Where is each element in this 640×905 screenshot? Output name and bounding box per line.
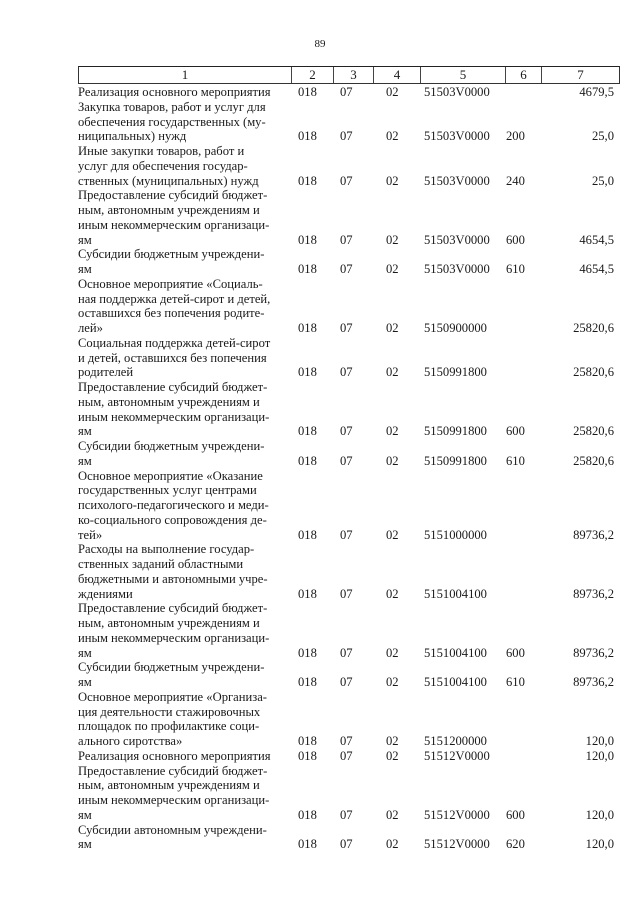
amount: 89736,2	[573, 645, 614, 660]
row-name-line: ям	[78, 837, 92, 852]
amount: 4654,5	[579, 262, 614, 276]
row-name-line: площадок по профилактике соци-	[78, 719, 260, 734]
ved-code: 018	[298, 424, 317, 439]
table-row	[78, 660, 618, 690]
row-name-line: ным, автономным учреждениям и	[78, 616, 260, 630]
ved-code: 018	[298, 807, 317, 822]
expense-type-code: 200	[506, 129, 525, 144]
ved-code: 018	[298, 321, 317, 335]
row-name-line: ям	[78, 424, 92, 439]
table-row	[78, 823, 618, 853]
table-row	[78, 336, 618, 380]
ved-code: 018	[298, 837, 317, 852]
section-code: 07	[340, 173, 353, 188]
ved-code: 018	[298, 748, 317, 763]
header-col-5: 5	[421, 67, 506, 83]
ved-code: 018	[298, 734, 317, 748]
target-article-code: 51503V0000	[424, 262, 490, 276]
expense-type-code: 610	[506, 262, 525, 276]
table-row	[78, 749, 618, 764]
row-name-line: ям	[78, 675, 92, 689]
row-name-line: Субсидии бюджетным учреждени-	[78, 247, 265, 262]
table-row	[78, 764, 618, 823]
subsection-code: 02	[386, 262, 399, 276]
amount: 89736,2	[573, 586, 614, 601]
row-name-line: и детей, оставшихся без попечения	[78, 350, 267, 365]
target-article-code: 5151000000	[424, 527, 487, 542]
target-article-code: 51512V0000	[424, 807, 490, 822]
ved-code: 018	[298, 173, 317, 188]
row-name-line: государственных услуг центрами	[78, 483, 257, 498]
section-code: 07	[340, 232, 353, 247]
amount: 120,0	[585, 748, 614, 763]
subsection-code: 02	[386, 453, 399, 468]
row-name-line: ственных заданий областными	[78, 557, 244, 571]
subsection-code: 02	[386, 807, 399, 822]
expense-type-code: 610	[506, 453, 525, 468]
subsection-code: 02	[386, 645, 399, 660]
row-name-line: иным некоммерческим организаци-	[78, 217, 270, 232]
table-row	[78, 439, 618, 469]
row-name-line: ям	[78, 262, 92, 276]
amount: 89736,2	[573, 527, 614, 542]
row-name-line: Расходы на выполнение государ-	[78, 542, 255, 557]
subsection-code: 02	[386, 748, 399, 763]
target-article-code: 51512V0000	[424, 748, 490, 763]
section-code: 07	[340, 365, 353, 380]
target-article-code: 51503V0000	[424, 85, 490, 99]
row-name-line: Основное мероприятие «Социаль-	[78, 276, 263, 291]
row-name	[78, 247, 284, 277]
amount: 4679,5	[579, 85, 614, 99]
row-name-line: ным, автономным учреждениям и	[78, 203, 260, 217]
subsection-code: 02	[386, 365, 399, 380]
subsection-code: 02	[386, 734, 399, 748]
target-article-code: 5151200000	[424, 734, 487, 748]
row-name-line: ко-социального сопровождения де-	[78, 512, 267, 527]
row-name-line: ниципальных) нужд	[78, 129, 187, 144]
header-col-1: 1	[79, 67, 292, 83]
header-col-6: 6	[506, 67, 542, 83]
table-row	[78, 277, 618, 336]
amount: 4654,5	[579, 232, 614, 247]
row-name	[78, 380, 284, 439]
amount: 120,0	[585, 807, 614, 822]
row-name-line: ция деятельности стажировочных	[78, 704, 261, 719]
row-name-line: Субсидии бюджетным учреждени-	[78, 660, 265, 675]
row-name-line: Основное мероприятие «Организа-	[78, 689, 267, 704]
row-name-line: Реализация основного мероприятия	[78, 748, 271, 763]
row-name	[78, 277, 284, 336]
row-name-line: родителей	[78, 365, 134, 380]
row-name-line: бюджетными и автономными учре-	[78, 571, 268, 586]
target-article-code: 5150991800	[424, 453, 487, 468]
target-article-code: 5151004100	[424, 645, 487, 660]
expense-type-code: 600	[506, 232, 525, 247]
subsection-code: 02	[386, 675, 399, 689]
section-code: 07	[340, 129, 353, 144]
table-header-row	[78, 66, 620, 84]
subsection-code: 02	[386, 173, 399, 188]
table-row	[78, 542, 618, 601]
row-name-line: ям	[78, 807, 92, 822]
row-name-line: Закупка товаров, работ и услуг для	[78, 99, 266, 114]
row-name-line: Предоставление субсидий бюджет-	[78, 380, 268, 394]
subsection-code: 02	[386, 85, 399, 99]
row-name-line: Иные закупки товаров, работ и	[78, 144, 245, 158]
ved-code: 018	[298, 232, 317, 247]
row-name	[78, 749, 284, 764]
ved-code: 018	[298, 262, 317, 276]
section-code: 07	[340, 262, 353, 276]
header-col-2: 2	[292, 67, 334, 83]
row-name	[78, 601, 284, 660]
amount: 89736,2	[573, 675, 614, 689]
expense-type-code: 240	[506, 173, 525, 188]
section-code: 07	[340, 424, 353, 439]
section-code: 07	[340, 586, 353, 601]
table-row	[78, 469, 618, 543]
header-col-4: 4	[374, 67, 421, 83]
target-article-code: 5151004100	[424, 586, 487, 601]
row-name-line: Реализация основного мероприятия	[78, 85, 271, 99]
row-name-line: Предоставление субсидий бюджет-	[78, 188, 268, 203]
row-name-line: психолого-педагогического и меди-	[78, 498, 269, 512]
table-row	[78, 100, 618, 144]
subsection-code: 02	[386, 424, 399, 439]
target-article-code: 51503V0000	[424, 129, 490, 144]
section-code: 07	[340, 527, 353, 542]
row-name	[78, 439, 284, 469]
amount: 25,0	[591, 173, 614, 188]
row-name-line: ального сиротства»	[78, 734, 183, 748]
row-name-line: ям	[78, 453, 92, 468]
amount: 120,0	[585, 734, 614, 748]
ved-code: 018	[298, 586, 317, 601]
ved-code: 018	[298, 675, 317, 689]
row-name-line: оставшихся без попечения родите-	[78, 306, 265, 321]
amount: 25820,6	[573, 321, 614, 335]
subsection-code: 02	[386, 527, 399, 542]
section-code: 07	[340, 675, 353, 689]
subsection-code: 02	[386, 232, 399, 247]
row-name	[78, 188, 284, 247]
section-code: 07	[340, 837, 353, 852]
target-article-code: 5150991800	[424, 365, 487, 380]
section-code: 07	[340, 453, 353, 468]
row-name-line: Социальная поддержка детей-сирот	[78, 335, 271, 350]
expense-type-code: 600	[506, 424, 525, 439]
row-name-line: обеспечения государственных (му-	[78, 114, 266, 129]
target-article-code: 5150900000	[424, 321, 487, 335]
expense-type-code: 620	[506, 837, 525, 852]
row-name-line: лей»	[78, 321, 103, 335]
table-row	[78, 247, 618, 277]
page-number: 89	[314, 38, 326, 50]
ved-code: 018	[298, 85, 317, 99]
row-name-line: Предоставление субсидий бюджет-	[78, 763, 268, 778]
row-name	[78, 764, 284, 823]
subsection-code: 02	[386, 837, 399, 852]
row-name-line: Предоставление субсидий бюджет-	[78, 601, 268, 616]
amount: 120,0	[585, 837, 614, 852]
expense-type-code: 610	[506, 675, 525, 689]
table-row	[78, 188, 618, 247]
amount: 25820,6	[573, 365, 614, 380]
ved-code: 018	[298, 129, 317, 144]
section-code: 07	[340, 734, 353, 748]
row-name	[78, 85, 284, 100]
row-name-line: Основное мероприятие «Оказание	[78, 468, 263, 483]
row-name	[78, 144, 284, 188]
target-article-code: 5151004100	[424, 675, 487, 689]
row-name-line: тей»	[78, 527, 103, 542]
section-code: 07	[340, 748, 353, 763]
row-name	[78, 823, 284, 853]
amount: 25820,6	[573, 453, 614, 468]
row-name-line: услуг для обеспечения государ-	[78, 158, 248, 173]
amount: 25820,6	[573, 424, 614, 439]
section-code: 07	[340, 807, 353, 822]
table-row	[78, 380, 618, 439]
target-article-code: 51503V0000	[424, 173, 490, 188]
table-row	[78, 85, 618, 100]
subsection-code: 02	[386, 586, 399, 601]
table-row	[78, 601, 618, 660]
target-article-code: 51512V0000	[424, 837, 490, 852]
row-name-line: ям	[78, 232, 92, 247]
subsection-code: 02	[386, 321, 399, 335]
table-row	[78, 144, 618, 188]
amount: 25,0	[591, 129, 614, 144]
table-body	[78, 85, 618, 852]
row-name-line: ным, автономным учреждениям и	[78, 394, 260, 409]
row-name	[78, 660, 284, 690]
target-article-code: 5150991800	[424, 424, 487, 439]
row-name-line: иным некоммерческим организаци-	[78, 409, 270, 424]
table-row	[78, 690, 618, 749]
row-name-line: ждениями	[78, 586, 133, 601]
row-name-line: ственных (муниципальных) нужд	[78, 173, 259, 188]
header-col-7: 7	[577, 67, 584, 82]
ved-code: 018	[298, 453, 317, 468]
section-code: 07	[340, 645, 353, 660]
section-code: 07	[340, 321, 353, 335]
row-name	[78, 100, 284, 144]
row-name-line: Субсидии автономным учреждени-	[78, 822, 267, 837]
row-name-line: ная поддержка детей-сирот и детей,	[78, 291, 271, 306]
ved-code: 018	[298, 645, 317, 660]
ved-code: 018	[298, 527, 317, 542]
row-name-line: ным, автономным учреждениям и	[78, 778, 260, 793]
target-article-code: 51503V0000	[424, 232, 490, 247]
row-name-line: иным некоммерческим организаци-	[78, 793, 270, 807]
section-code: 07	[340, 85, 353, 99]
subsection-code: 02	[386, 129, 399, 144]
expense-type-code: 600	[506, 807, 525, 822]
row-name	[78, 336, 284, 380]
row-name-line: Субсидии бюджетным учреждени-	[78, 439, 265, 453]
row-name-line: иным некоммерческим организаци-	[78, 630, 270, 645]
ved-code: 018	[298, 365, 317, 380]
row-name-line: ям	[78, 645, 92, 660]
row-name	[78, 542, 284, 601]
row-name	[78, 690, 284, 749]
header-col-3: 3	[334, 67, 374, 83]
expense-type-code: 600	[506, 645, 525, 660]
row-name	[78, 469, 284, 543]
